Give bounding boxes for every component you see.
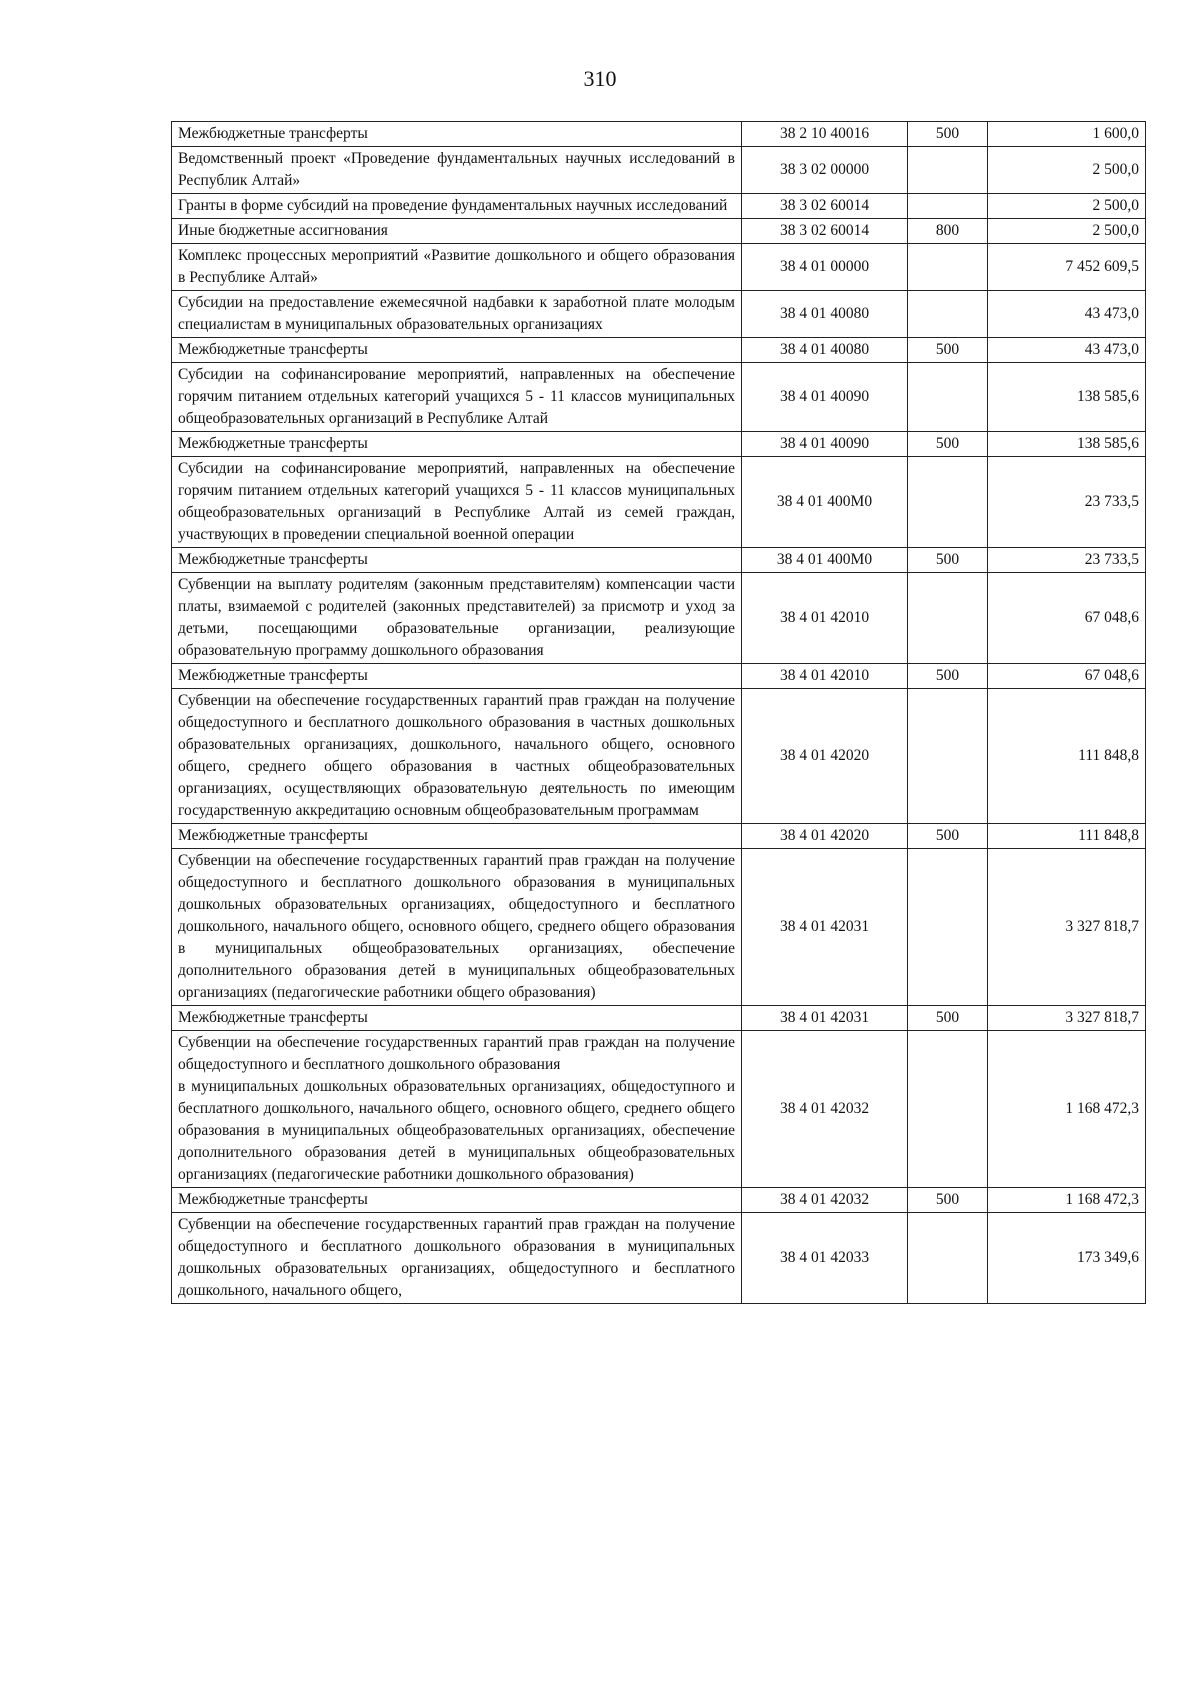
row-name: Межбюджетные трансферты <box>172 548 742 573</box>
row-code: 38 4 01 40080 <box>742 338 908 363</box>
row-amount: 173 349,6 <box>988 1213 1146 1304</box>
table-row <box>172 147 1146 194</box>
table-row <box>172 219 1146 244</box>
budget-table <box>171 121 1146 1304</box>
row-type <box>908 244 988 291</box>
row-amount: 23 733,5 <box>988 548 1146 573</box>
row-code: 38 4 01 42032 <box>742 1188 908 1213</box>
row-amount: 2 500,0 <box>988 194 1146 219</box>
row-code: 38 4 01 400М0 <box>742 457 908 548</box>
row-type: 500 <box>908 664 988 689</box>
row-type: 500 <box>908 1188 988 1213</box>
row-amount: 3 327 818,7 <box>988 1006 1146 1031</box>
row-amount: 138 585,6 <box>988 432 1146 457</box>
row-name: Комплекс процессных мероприятий «Развитие дошкольного и общего образования в Республике Алтай» <box>172 244 742 291</box>
row-amount: 1 600,0 <box>988 122 1146 147</box>
row-amount: 1 168 472,3 <box>988 1188 1146 1213</box>
row-type: 500 <box>908 548 988 573</box>
row-name: Межбюджетные трансферты <box>172 824 742 849</box>
table-row <box>172 849 1146 1006</box>
row-type <box>908 849 988 1006</box>
row-code: 38 4 01 42010 <box>742 664 908 689</box>
table-row <box>172 291 1146 338</box>
row-type: 800 <box>908 219 988 244</box>
row-code: 38 4 01 42010 <box>742 573 908 664</box>
row-name: Межбюджетные трансферты <box>172 1188 742 1213</box>
row-name: Межбюджетные трансферты <box>172 664 742 689</box>
row-type <box>908 573 988 664</box>
table-row <box>172 244 1146 291</box>
row-amount: 23 733,5 <box>988 457 1146 548</box>
row-type: 500 <box>908 338 988 363</box>
row-type <box>908 194 988 219</box>
row-code: 38 4 01 42032 <box>742 1031 908 1188</box>
row-name: Иные бюджетные ассигнования <box>172 219 742 244</box>
row-name: Субвенции на обеспечение государственных гарантий прав граждан на получение общедоступного и бесплатного дошкольного образования в муниципальных дошкольных образовательных организациях, общедоступного и бесплатного дошкольного, начального общего, <box>172 1213 742 1304</box>
row-amount: 43 473,0 <box>988 291 1146 338</box>
row-amount: 67 048,6 <box>988 664 1146 689</box>
row-name: Межбюджетные трансферты <box>172 338 742 363</box>
table-row <box>172 689 1146 824</box>
row-amount: 111 848,8 <box>988 824 1146 849</box>
table-row <box>172 573 1146 664</box>
row-amount: 7 452 609,5 <box>988 244 1146 291</box>
row-name: Субсидии на софинансирование мероприятий, направленных на обеспечение горячим питанием отдельных категорий учащихся 5 - 11 классов муниципальных общеобразовательных организаций в Республике Алтай из семей граждан, участвующих в проведении специальной военной операции <box>172 457 742 548</box>
table-row <box>172 363 1146 432</box>
table-row <box>172 1006 1146 1031</box>
row-name: Субсидии на софинансирование мероприятий, направленных на обеспечение горячим питанием отдельных категорий учащихся 5 - 11 классов муниципальных общеобразовательных организаций в Республике Алтай <box>172 363 742 432</box>
row-code: 38 2 10 40016 <box>742 122 908 147</box>
row-name: Субвенции на обеспечение государственных гарантий прав граждан на получение общедоступного и бесплатного дошкольного образования в муниципальных дошкольных образовательных организациях, общедоступного и бесплатного дошкольного, начального общего, основного общего, среднего общего образования в муниципальных общеобразовательных организациях, обеспечение дополнительного образования детей в муниципальных общеобразовательных организациях (педагогические работники общего образования) <box>172 849 742 1006</box>
row-name: Гранты в форме субсидий на проведение фундаментальных научных исследований <box>172 194 742 219</box>
row-code: 38 3 02 60014 <box>742 219 908 244</box>
table-row <box>172 1188 1146 1213</box>
row-name: Субсидии на предоставление ежемесячной надбавки к заработной плате молодым специалистам в муниципальных образовательных организациях <box>172 291 742 338</box>
page-number: 310 <box>583 66 617 91</box>
row-code: 38 3 02 00000 <box>742 147 908 194</box>
row-name: Межбюджетные трансферты <box>172 1006 742 1031</box>
table-row <box>172 664 1146 689</box>
row-type <box>908 147 988 194</box>
table-row <box>172 1213 1146 1304</box>
table-row <box>172 432 1146 457</box>
row-amount: 67 048,6 <box>988 573 1146 664</box>
row-code: 38 4 01 42020 <box>742 824 908 849</box>
row-name: Субвенции на выплату родителям (законным представителям) компенсации части платы, взимаемой с родителей (законных представителей) за присмотр и уход за детьми, посещающими образовательные организации, реализующие образовательную программу дошкольного образования <box>172 573 742 664</box>
row-type <box>908 1031 988 1188</box>
row-type: 500 <box>908 432 988 457</box>
row-name: Субвенции на обеспечение государственных гарантий прав граждан на получение общедоступного и бесплатного дошкольного образования в частных дошкольных образовательных организациях, дошкольного, начального общего, основного общего, среднего общего образования в частных общеобразовательных организациях, осуществляющих образовательную деятельность по имеющим государственную аккредитацию основным общеобразовательным программам <box>172 689 742 824</box>
row-amount: 43 473,0 <box>988 338 1146 363</box>
row-code: 38 4 01 42031 <box>742 849 908 1006</box>
row-type <box>908 457 988 548</box>
row-code: 38 4 01 42020 <box>742 689 908 824</box>
table-row <box>172 548 1146 573</box>
row-code: 38 4 01 00000 <box>742 244 908 291</box>
row-code: 38 3 02 60014 <box>742 194 908 219</box>
row-type <box>908 689 988 824</box>
row-amount: 1 168 472,3 <box>988 1031 1146 1188</box>
row-name: Межбюджетные трансферты <box>172 432 742 457</box>
row-type: 500 <box>908 1006 988 1031</box>
row-code: 38 4 01 400М0 <box>742 548 908 573</box>
table-row <box>172 1031 1146 1188</box>
row-type <box>908 291 988 338</box>
row-type: 500 <box>908 122 988 147</box>
table-row <box>172 194 1146 219</box>
row-amount: 111 848,8 <box>988 689 1146 824</box>
row-code: 38 4 01 42031 <box>742 1006 908 1031</box>
row-amount: 2 500,0 <box>988 219 1146 244</box>
row-type: 500 <box>908 824 988 849</box>
table-row <box>172 824 1146 849</box>
row-amount: 2 500,0 <box>988 147 1146 194</box>
row-code: 38 4 01 40090 <box>742 363 908 432</box>
row-amount: 138 585,6 <box>988 363 1146 432</box>
row-name: Ведомственный проект «Проведение фундаментальных научных исследований в Республик Алтай» <box>172 147 742 194</box>
row-amount: 3 327 818,7 <box>988 849 1146 1006</box>
table-row <box>172 457 1146 548</box>
row-name: Субвенции на обеспечение государственных гарантий прав граждан на получение общедоступного и бесплатного дошкольного образования в муниципальных дошкольных образовательных организациях, общедоступного и бесплатного дошкольного, начального общего, основного общего, среднего общего образования в муниципальных общеобразовательных организациях, обеспечение дополнительного образования детей в муниципальных общеобразовательных организациях (педагогические работники дошкольного образования) <box>172 1031 742 1188</box>
row-type <box>908 363 988 432</box>
table-row <box>172 122 1146 147</box>
row-name: Межбюджетные трансферты <box>172 122 742 147</box>
row-code: 38 4 01 40080 <box>742 291 908 338</box>
table-row <box>172 338 1146 363</box>
row-code: 38 4 01 40090 <box>742 432 908 457</box>
row-type <box>908 1213 988 1304</box>
row-code: 38 4 01 42033 <box>742 1213 908 1304</box>
